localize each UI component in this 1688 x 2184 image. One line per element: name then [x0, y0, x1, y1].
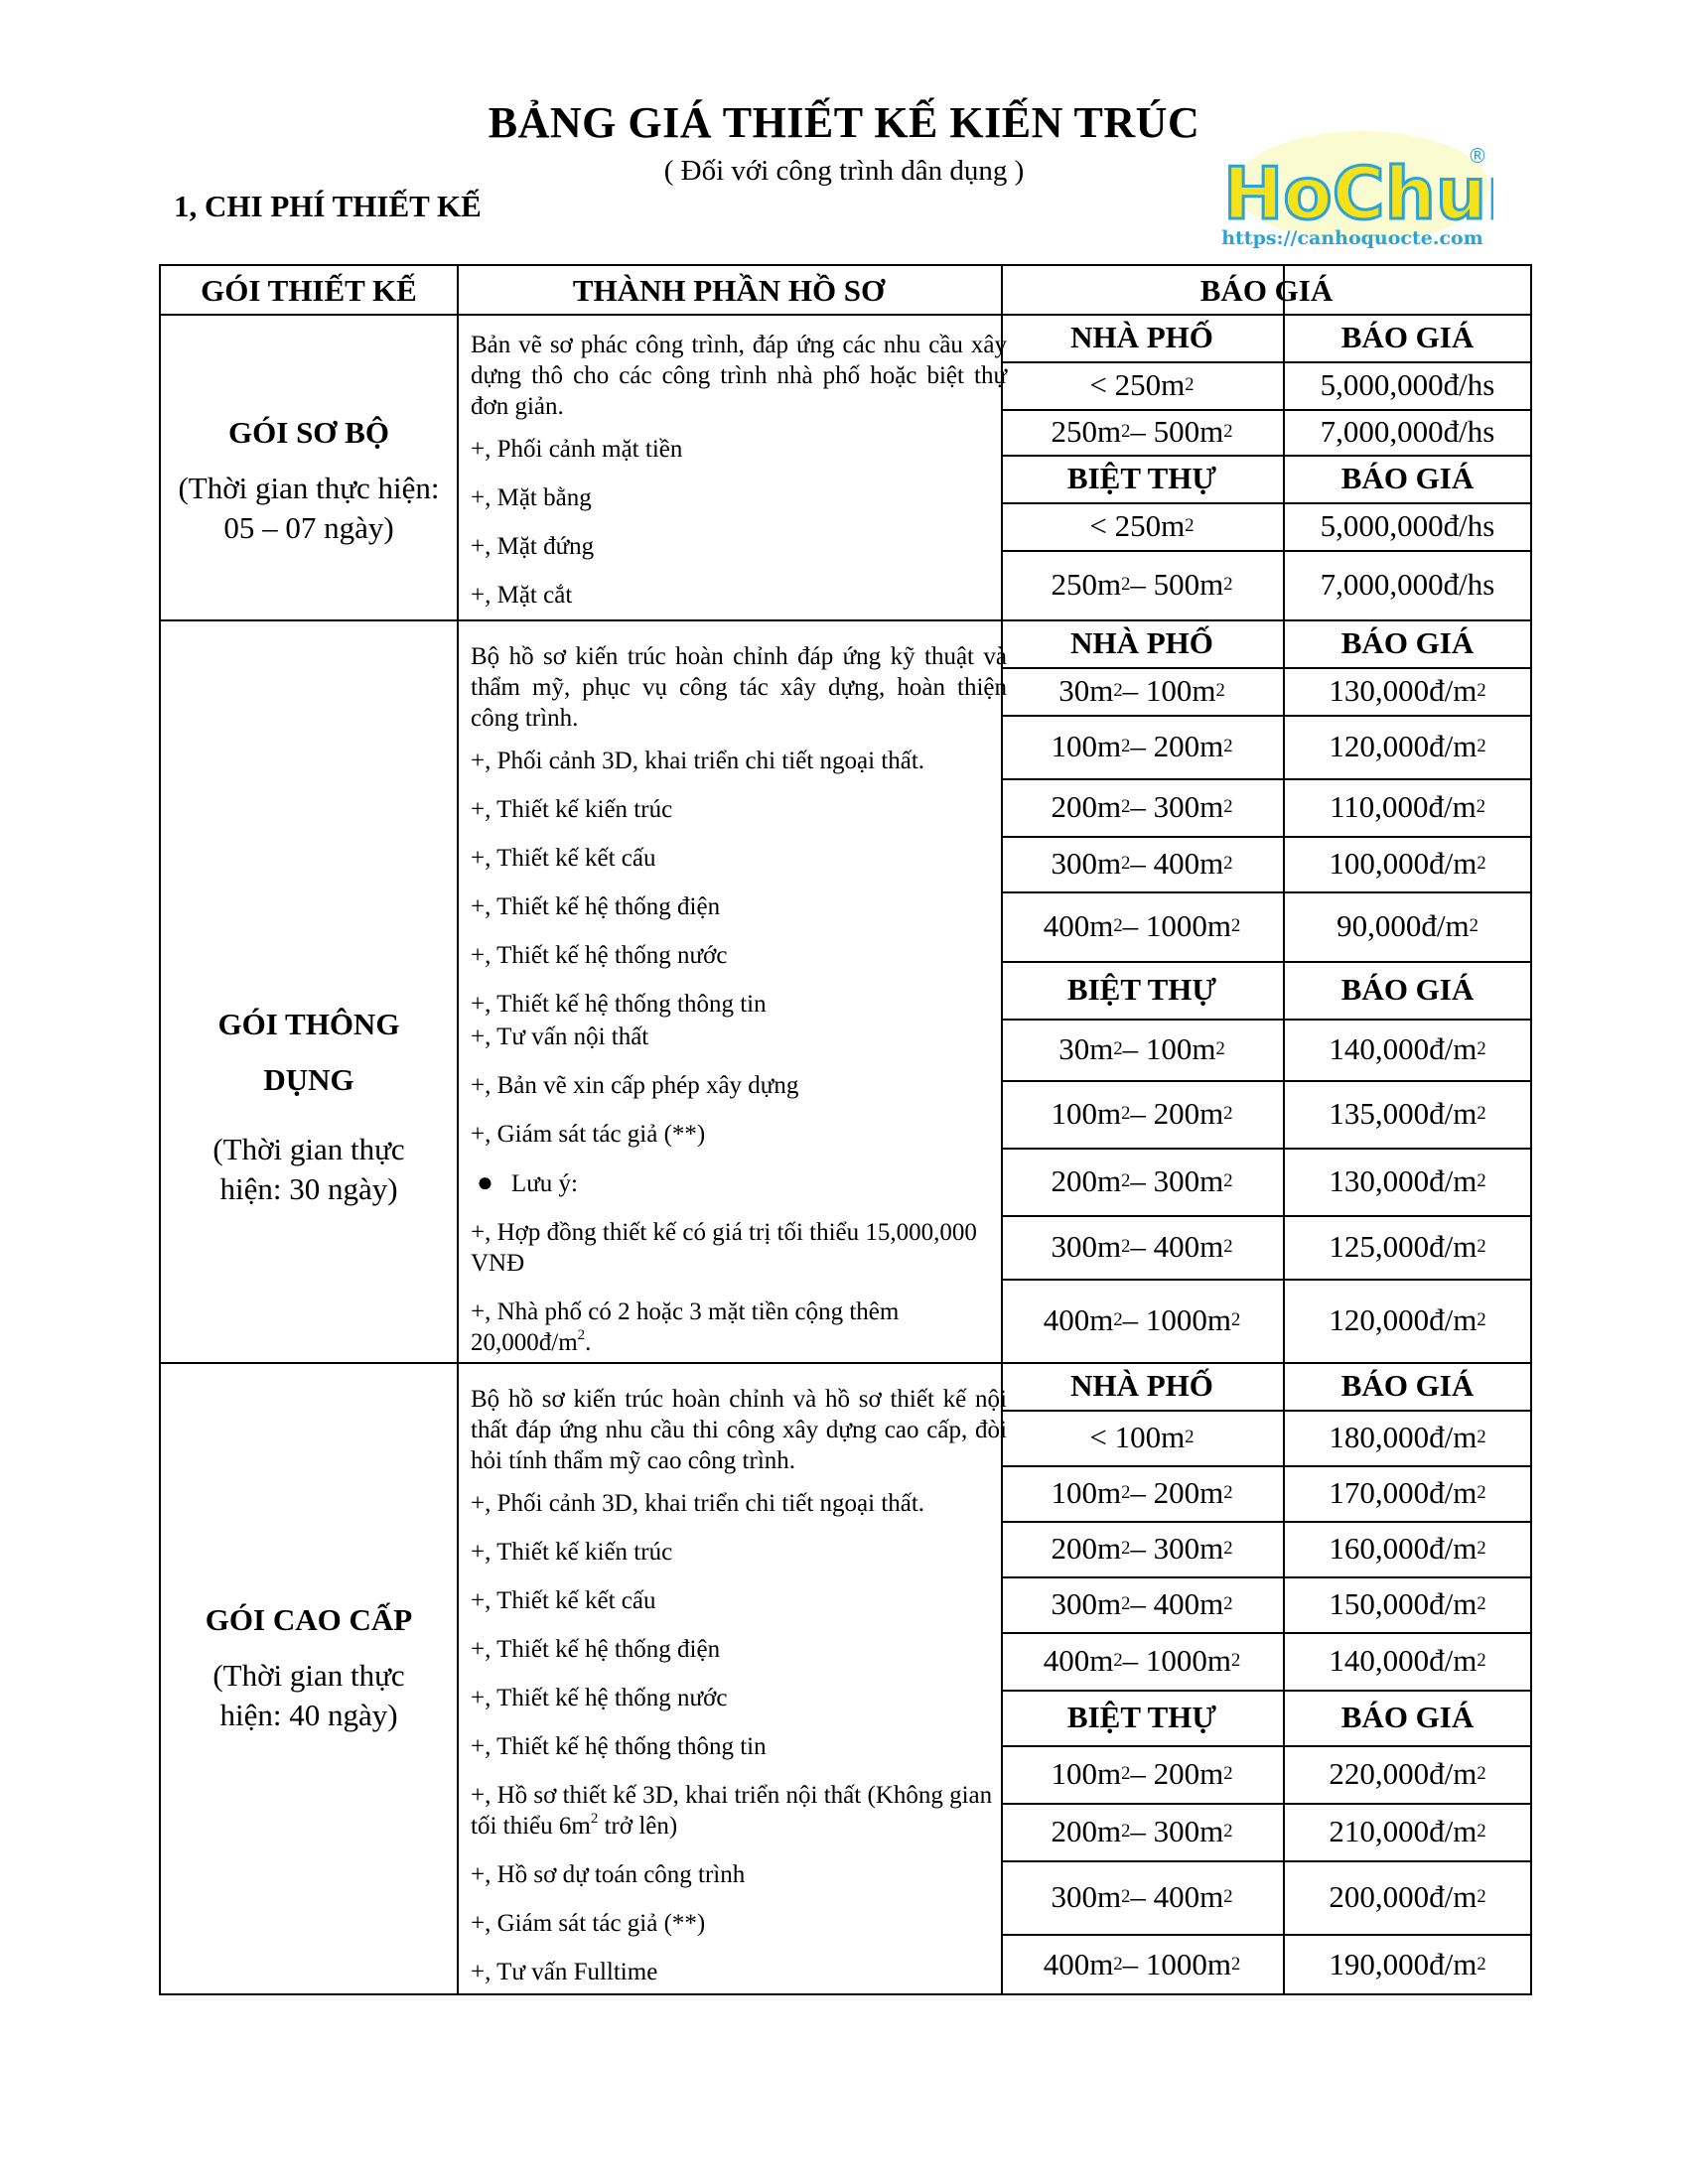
logo-wordmark: HoChu [1223, 152, 1487, 235]
column-divider [457, 266, 459, 1993]
price-value: 140,000đ/m 2 [1329, 1643, 1486, 1678]
price-area-range: 300m 2 – 400m 2 [1051, 846, 1233, 881]
price-value: 130,000đ/m 2 [1329, 1163, 1486, 1198]
package-duration: (Thời gian thực hiện: 30 ngày) [212, 1132, 405, 1206]
price-group-heading: BIỆT THỰ [1066, 972, 1217, 1007]
price-area-range: 200m 2 – 300m 2 [1051, 1814, 1233, 1848]
price-value: 130,000đ/m 2 [1329, 673, 1486, 708]
document-item: +, Giám sát tác giả (**) [471, 1910, 706, 1937]
document-item: +, Giám sát tác giả (**) [471, 1121, 706, 1148]
price-area-range: < 250m 2 [1089, 508, 1195, 543]
price-column-heading: BÁO GIÁ [1340, 972, 1475, 1007]
package-description: Bản vẽ sơ phác công trình, đáp ứng các nhu cầu xây dựng thô cho các công trình nhà phố hoặc biệt thự đơn giản. [471, 332, 1007, 420]
price-value: 210,000đ/m 2 [1329, 1814, 1486, 1848]
price-area-range: 250m 2 – 500m 2 [1051, 567, 1233, 602]
document-item: +, Thiết kế kiến trúc [471, 1539, 673, 1566]
price-value: 150,000đ/m 2 [1329, 1586, 1486, 1621]
price-area-range: 400m 2 – 1000m 2 [1043, 1947, 1241, 1981]
price-value: 7,000,000đ/hs [1320, 567, 1495, 602]
document-item: +, Thiết kế kết cấu [471, 845, 656, 872]
package-description: Bộ hồ sơ kiến trúc hoàn chỉnh đáp ứng kỹ thuật và thẩm mỹ, phục vụ công tác xây dựng, hoàn thiện công trình. [471, 643, 1007, 732]
price-value: 180,000đ/m 2 [1329, 1420, 1486, 1454]
brand-logo [1184, 127, 1493, 256]
note-label: Lưu ý: [510, 1170, 578, 1197]
price-area-range: 200m 2 – 300m 2 [1051, 1163, 1233, 1198]
note-heading [471, 1167, 1007, 1199]
price-area-range: < 250m 2 [1089, 367, 1195, 402]
price-value: 200,000đ/m 2 [1329, 1879, 1486, 1914]
document-item: +, Thiết kế hệ thống thông tin [471, 1733, 767, 1760]
price-area-range: 100m 2 – 200m 2 [1051, 729, 1233, 763]
document-item: +, Hồ sơ dự toán công trình [471, 1861, 746, 1888]
package-name: GÓI CAO CẤP [205, 1602, 413, 1637]
document-item: +, Thiết kế hệ thống nước [471, 1685, 728, 1711]
price-area-range: 300m 2 – 400m 2 [1051, 1879, 1233, 1914]
price-area-range: 100m 2 – 200m 2 [1051, 1096, 1233, 1131]
document-item: +, Thiết kế hệ thống điện [471, 893, 721, 920]
bullet-icon: ● [477, 1167, 493, 1198]
document-item: +, Phối cảnh 3D, khai triển chi tiết ngoại thất. [471, 748, 925, 774]
price-group-heading: BIỆT THỰ [1066, 1700, 1217, 1734]
price-table [159, 264, 1532, 1995]
document-item: +, Thiết kế kiến trúc [471, 796, 673, 823]
price-value: 125,000đ/m 2 [1329, 1229, 1486, 1264]
header-documents: THÀNH PHẦN HỒ SƠ [572, 273, 886, 308]
price-area-range: 400m 2 – 1000m 2 [1043, 1643, 1241, 1678]
note-item: +, Hợp đồng thiết kế có giá trị tối thiểu 15,000,000 VNĐ [471, 1219, 977, 1277]
price-value: 220,000đ/m 2 [1329, 1756, 1486, 1791]
price-value: 160,000đ/m 2 [1329, 1531, 1486, 1566]
package-basic-documents [471, 330, 1007, 628]
price-value: 135,000đ/m 2 [1329, 1096, 1486, 1131]
package-name: GÓI THÔNG DỤNG [217, 1007, 400, 1097]
page-subtitle: ( Đối với công trình dân dụng ) [663, 155, 1025, 187]
price-area-range: 250m 2 – 500m 2 [1051, 414, 1233, 449]
package-standard-documents [471, 641, 1007, 1376]
price-column-heading: BÁO GIÁ [1340, 625, 1475, 660]
package-duration: (Thời gian thực hiện: 40 ngày) [212, 1658, 405, 1732]
price-area-range: 400m 2 – 1000m 2 [1043, 908, 1241, 943]
price-area-range: 300m 2 – 400m 2 [1051, 1229, 1233, 1264]
price-value: 190,000đ/m 2 [1329, 1947, 1486, 1981]
price-area-range: 200m 2 – 300m 2 [1051, 1531, 1233, 1566]
price-group-heading: NHÀ PHỐ [1070, 625, 1213, 660]
package-premium [161, 1592, 457, 1735]
section-heading: 1, CHI PHÍ THIẾT KẾ [174, 189, 482, 223]
package-duration: (Thời gian thực hiện: 05 – 07 ngày) [178, 471, 440, 545]
document-item: +, Thiết kế hệ thống nước [471, 942, 728, 969]
page-title: BẢNG GIÁ THIẾT KẾ KIẾN TRÚC [488, 98, 1200, 147]
price-value: 90,000đ/m 2 [1336, 908, 1478, 943]
price-area-range: 200m 2 – 300m 2 [1051, 789, 1233, 824]
price-column-heading: BÁO GIÁ [1340, 1700, 1475, 1734]
price-area-range: 300m 2 – 400m 2 [1051, 1586, 1233, 1621]
document-item: +, Mặt đứng [471, 533, 595, 560]
document-item: +, Phối cảnh 3D, khai triển chi tiết ngoại thất. [471, 1490, 925, 1517]
document-item: +, Thiết kế kết cấu [471, 1587, 656, 1614]
header-price: BÁO GIÁ [1199, 273, 1334, 308]
price-value: 110,000đ/m 2 [1329, 789, 1486, 824]
package-name: GÓI SƠ BỘ [228, 415, 389, 450]
price-value: 120,000đ/m 2 [1329, 729, 1486, 763]
price-area-range: 30m 2 – 100m 2 [1058, 673, 1225, 708]
price-column-heading: BÁO GIÁ [1340, 1368, 1475, 1403]
package-basic [161, 405, 457, 548]
price-value: 170,000đ/m 2 [1329, 1475, 1486, 1510]
header-package: GÓI THIẾT KẾ [201, 273, 417, 308]
package-standard [161, 997, 457, 1209]
price-value: 5,000,000đ/hs [1320, 367, 1495, 402]
document-item: +, Phối cảnh mặt tiền [471, 436, 683, 463]
document-item: +, Mặt cắt [471, 582, 573, 609]
document-item: +, Thiết kế hệ thống thông tin [471, 991, 767, 1018]
price-group-heading: NHÀ PHỐ [1070, 320, 1213, 354]
price-value: 140,000đ/m 2 [1329, 1031, 1486, 1066]
price-value: 7,000,000đ/hs [1320, 414, 1495, 449]
price-column-heading: BÁO GIÁ [1340, 461, 1475, 495]
package-description: Bộ hồ sơ kiến trúc hoàn chỉnh và hồ sơ thiết kế nội thất đáp ứng nhu cầu thi công xây dựng cao cấp, đòi hỏi tính thẩm mỹ cao công trình. [471, 1386, 1007, 1474]
price-value: 120,000đ/m 2 [1329, 1302, 1486, 1337]
document-item: +, Bản vẽ xin cấp phép xây dựng [471, 1072, 799, 1099]
note-item: +, Nhà phố có 2 hoặc 3 mặt tiền cộng thêm $20,000đ/m^2$. [471, 1298, 900, 1356]
price-area-range: 100m 2 – 200m 2 [1051, 1756, 1233, 1791]
document-item: +, Thiết kế hệ thống điện [471, 1636, 721, 1663]
price-value: 100,000đ/m 2 [1329, 846, 1486, 881]
price-group-heading: NHÀ PHỐ [1070, 1368, 1213, 1403]
price-column-heading: BÁO GIÁ [1340, 320, 1475, 354]
logo-url: https://canhoquocte.com [1221, 227, 1483, 249]
document-item: +, Hồ sơ thiết kế 3D, khai triển nội thất (Không gian tối thiểu $6m^2$ trở lên) [471, 1782, 993, 1840]
price-column-divider [1283, 266, 1285, 1993]
package-premium-documents [471, 1384, 1007, 2005]
logo-registered-mark: ® [1468, 144, 1487, 168]
price-area-range: < 100m 2 [1089, 1420, 1195, 1454]
document-item: +, Tư vấn nội thất [471, 1024, 649, 1050]
price-value: 5,000,000đ/hs [1320, 508, 1495, 543]
price-area-range: 400m 2 – 1000m 2 [1043, 1302, 1241, 1337]
price-group-heading: BIỆT THỰ [1066, 461, 1217, 495]
document-item: +, Mặt bằng [471, 484, 592, 511]
document-item: +, Tư vấn Fulltime [471, 1959, 658, 1985]
price-area-range: 100m 2 – 200m 2 [1051, 1475, 1233, 1510]
price-area-range: 30m 2 – 100m 2 [1058, 1031, 1225, 1066]
